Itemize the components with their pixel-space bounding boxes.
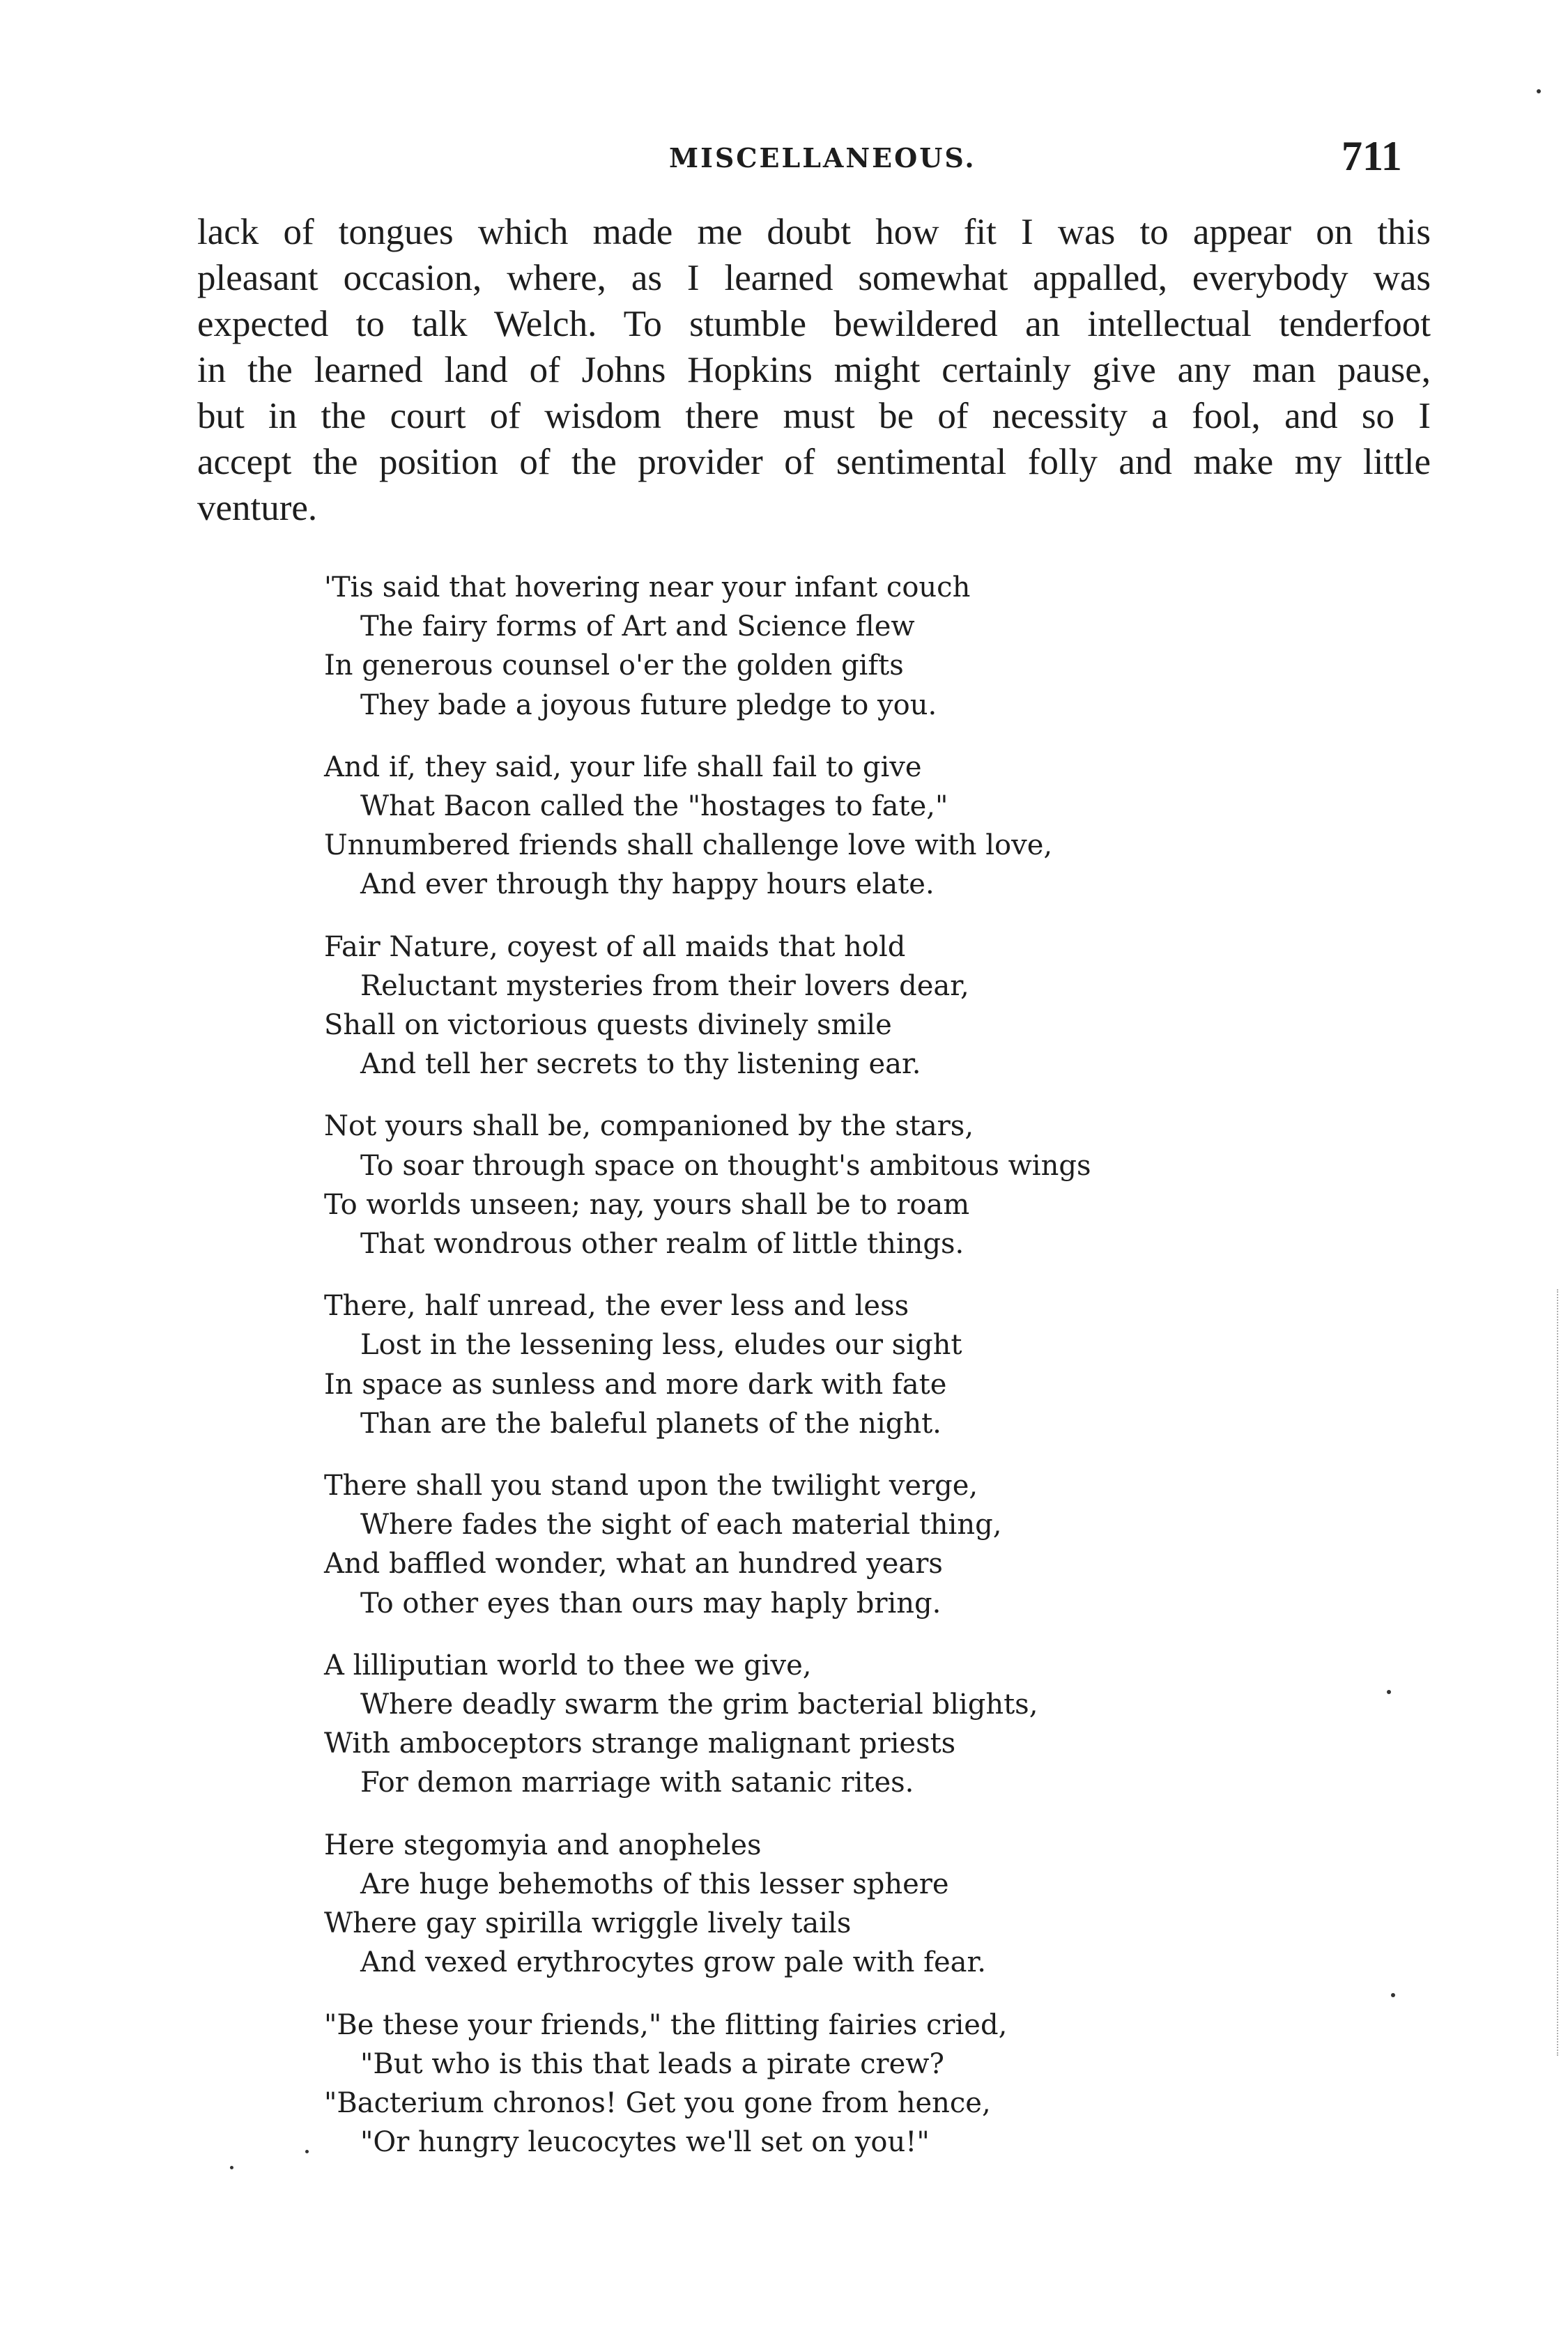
verse-line: What Bacon called the "hostages to fate," [360,790,948,823]
stanza [324,1107,1230,1263]
verse-line: And baffled wonder, what an hundred years [324,1548,943,1581]
prose-line: expected to talk Welch. To stumble bewildered an intellectual tenderfoot [197,304,1431,344]
verse-line: There shall you stand upon the twilight verge, [324,1470,978,1502]
verse-line: 'Tis said that hovering near your infant couch [324,571,971,603]
prose-line: venture. [197,488,318,528]
verse-line: "Bacterium chronos! Get you gone from hence, [324,2086,991,2119]
verse-line: Fair Nature, coyest of all maids that hold [324,930,906,963]
verse-line: Than are the baleful planets of the night. [360,1407,941,1440]
verse-line: Where gay spirilla wriggle lively tails [324,1907,852,1940]
print-speck [1387,1690,1391,1694]
verse-line: "But who is this that leads a pirate crew? [360,2047,944,2080]
running-title: MISCELLANEOUS. [669,142,976,174]
stanza [324,1646,1230,1803]
verse-line: Not yours shall be, companioned by the stars, [324,1110,974,1143]
verse-line: And if, they said, your life shall fail to give [324,751,922,783]
verse-line: "Or hungry leucocytes we'll set on you!" [360,2126,930,2159]
verse-line: The fairy forms of Art and Science flew [360,610,915,643]
print-speck [305,2150,309,2153]
verse-line: In generous counsel o'er the golden gifts [324,649,904,682]
verse-line: To other eyes than ours may haply bring. [360,1587,941,1620]
stanza [324,2006,1230,2162]
stanza [324,928,1230,1084]
verse-line: In space as sunless and more dark with fate [324,1368,947,1401]
verse-line: A lilliputian world to thee we give, [324,1649,812,1682]
prose-line: in the learned land of Johns Hopkins might certainly give any man pause, [197,350,1431,390]
stanza [324,1466,1230,1623]
verse-line: Where fades the sight of each material thing, [360,1509,1002,1541]
verse-line: And vexed erythrocytes grow pale with fear. [360,1946,986,1979]
verse-line: Lost in the lessening less, eludes our sight [360,1329,962,1362]
verse-line: Are huge behemoths of this lesser sphere [360,1868,949,1900]
stanza [324,1826,1230,1983]
prose-line: pleasant occasion, where, as I learned somewhat appalled, everybody was [197,258,1431,298]
verse-line: Here stegomyia and anopheles [324,1829,762,1861]
verse-line: They bade a joyous future pledge to you. [360,689,937,721]
verse-line: Unnumbered friends shall challenge love with love, [324,829,1053,862]
scan-edge-marks [1557,1289,1562,2056]
stanza [324,748,1230,905]
verse-line: And ever through thy happy hours elate. [360,868,935,901]
verse-line: For demon marriage with satanic rites. [360,1767,914,1799]
verse-line: With amboceptors strange malignant priests [324,1728,956,1760]
verse-line: Reluctant mysteries from their lovers dear, [360,969,969,1002]
running-head [0,132,1568,188]
verse-line: To soar through space on thought's ambitous wings [360,1149,1091,1182]
prose-line: lack of tongues which made me doubt how fit I was to appear on this [197,212,1431,252]
verse-line: There, half unread, the ever less and less [324,1290,909,1323]
prose-line: but in the court of wisdom there must be of necessity a fool, and so I [197,396,1431,436]
page-number: 711 [1342,133,1402,179]
verse-line: That wondrous other realm of little things. [360,1228,964,1261]
prose-paragraph [197,209,1431,531]
poem [324,568,1230,2185]
verse-line: Shall on victorious quests divinely smile [324,1009,892,1042]
verse-line: To worlds unseen; nay, yours shall be to roam [324,1188,970,1221]
prose-line: accept the position of the provider of sentimental folly and make my little [197,442,1431,482]
print-speck [1391,1993,1395,1997]
print-speck [230,2166,233,2169]
stanza [324,568,1230,725]
print-speck [1537,89,1541,93]
verse-line: Where deadly swarm the grim bacterial blights, [360,1689,1038,1721]
verse-line: And tell her secrets to thy listening ear. [360,1048,921,1081]
stanza [324,1286,1230,1443]
verse-line: "Be these your friends," the flitting fairies cried, [324,2008,1008,2041]
